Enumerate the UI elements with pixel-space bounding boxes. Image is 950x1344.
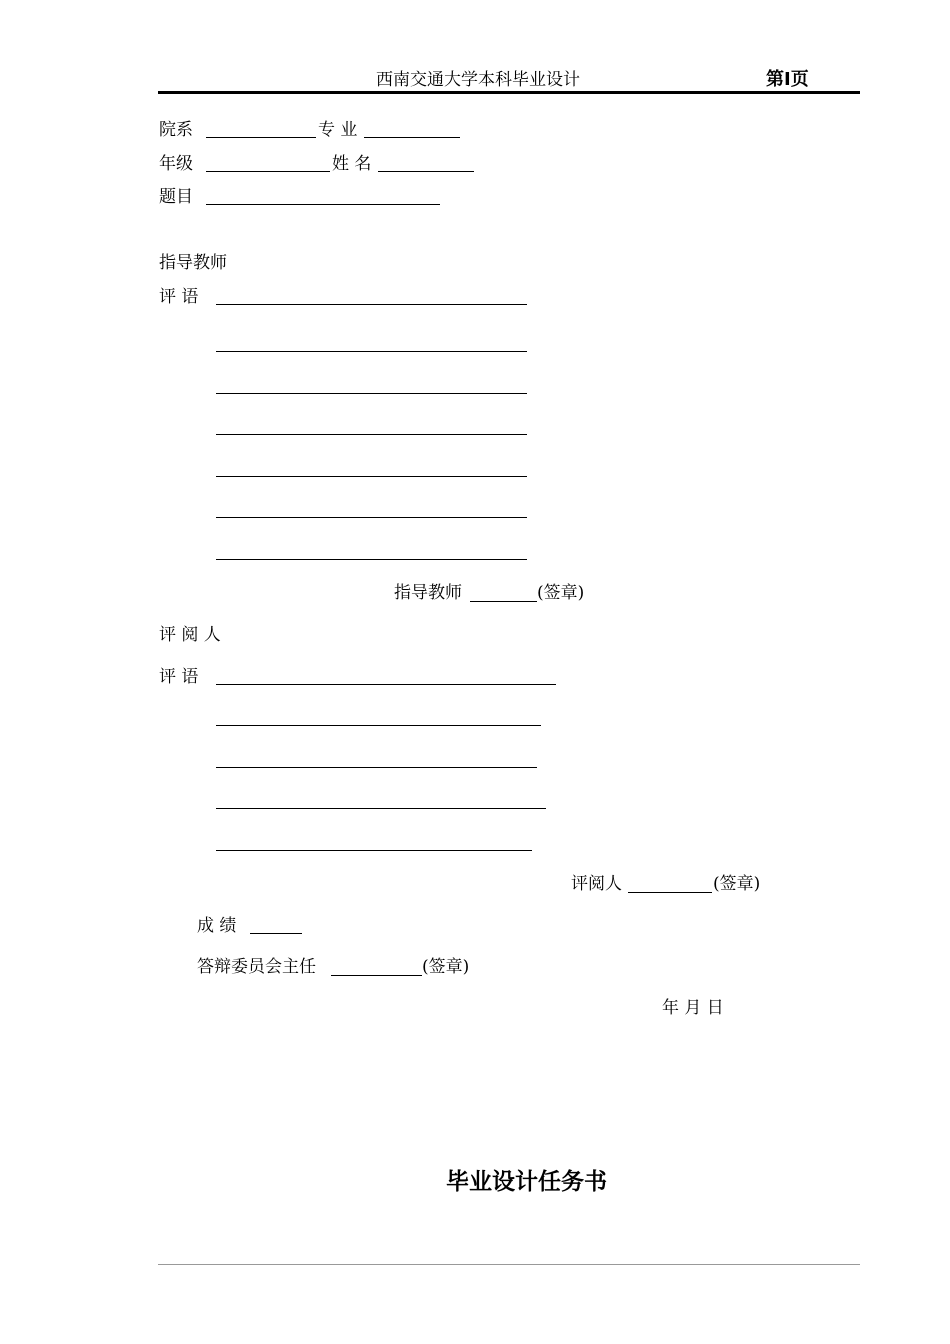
advisor-signature-label: 指导教师 (394, 583, 462, 603)
advisor-heading: 指导教师 (159, 253, 227, 273)
advisor-seal-label: (签章) (537, 583, 585, 603)
name-label: 姓 名 (332, 154, 372, 174)
reviewer-comment-line (216, 684, 556, 685)
reviewer-heading: 评 阅 人 (159, 625, 221, 645)
advisor-comment-line (216, 476, 527, 477)
advisor-comment-label: 评 语 (159, 287, 199, 307)
reviewer-comment-line (216, 725, 541, 726)
reviewer-comment-line (216, 808, 546, 809)
advisor-comment-line (216, 304, 527, 305)
department-label: 院系 (159, 120, 193, 140)
grade-level-label: 年级 (159, 154, 193, 174)
advisor-comment-line (216, 434, 527, 435)
footer-rule (158, 1264, 860, 1265)
major-label: 专 业 (318, 120, 358, 140)
page-number: 第Ⅰ页 (766, 69, 809, 90)
committee-chair-seal-label: (签章) (422, 957, 470, 977)
committee-chair-signature-line (331, 975, 422, 976)
advisor-comment-line (216, 393, 527, 394)
grade-level-field-line (206, 171, 330, 172)
advisor-comment-line (216, 351, 527, 352)
topic-label: 题目 (159, 187, 193, 207)
reviewer-comment-line (216, 850, 532, 851)
reviewer-comment-label: 评 语 (159, 667, 199, 687)
reviewer-signature-label: 评阅人 (571, 874, 622, 894)
committee-chair-label: 答辩委员会主任 (197, 957, 316, 977)
reviewer-seal-label: (签章) (713, 874, 761, 894)
advisor-comment-line (216, 559, 527, 560)
topic-field-line (206, 204, 440, 205)
major-field-line (364, 137, 460, 138)
task-book-title: 毕业设计任务书 (446, 1169, 607, 1195)
final-grade-line (250, 933, 302, 934)
final-grade-label: 成 绩 (197, 916, 237, 936)
document-header-title: 西南交通大学本科毕业设计 (376, 70, 580, 90)
reviewer-comment-line (216, 767, 537, 768)
department-field-line (206, 137, 316, 138)
header-rule (158, 91, 860, 94)
advisor-signature-line (470, 601, 537, 602)
name-field-line (378, 171, 474, 172)
advisor-comment-line (216, 517, 527, 518)
date-label: 年 月 日 (662, 998, 724, 1018)
reviewer-signature-line (628, 892, 712, 893)
